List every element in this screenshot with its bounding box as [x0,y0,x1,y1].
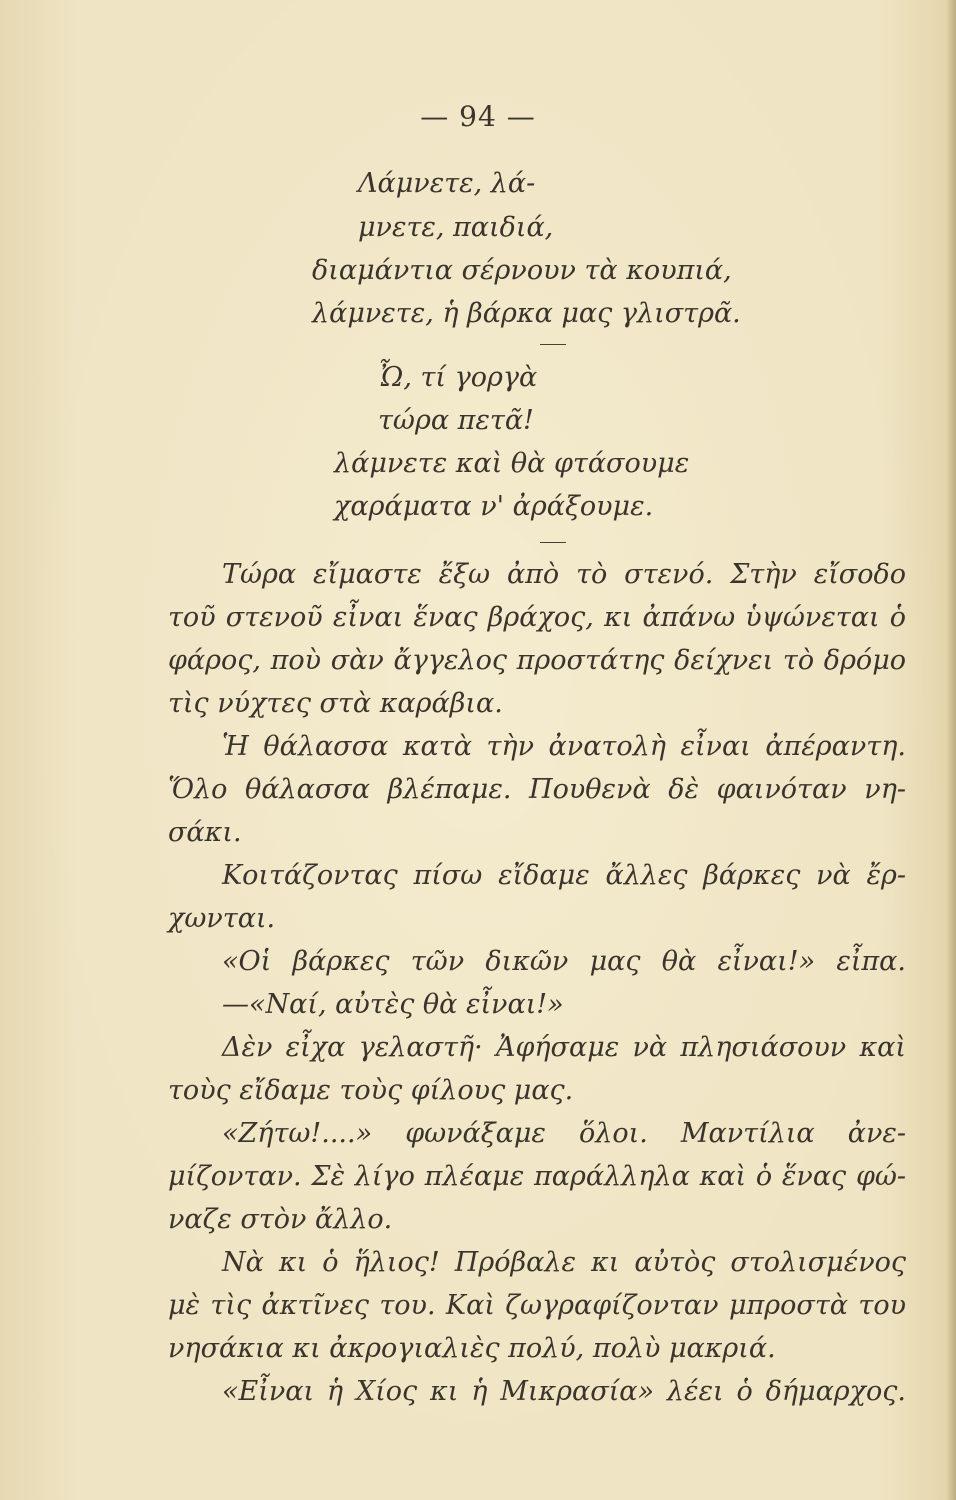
prose-line: «Ζήτω!....» φωνάξαμε ὅλοι. Μαντίλια ἀνε- [222,1118,906,1149]
prose-line: Ὅλο θάλασσα βλέπαμε. Πουθενὰ δὲ φαινόταν νη- [168,774,906,805]
verse-line: Ὦ, τί γοργὰ [378,362,538,393]
verse-line: μνετε, παιδιά, [358,212,554,243]
verse-line: χαράματα ν' ἀράξουμε. [334,491,654,522]
prose-line: ναζε στὸν ἄλλο. [168,1204,393,1235]
prose-line: Κοιτάζοντας πίσω εἴδαμε ἄλλες βάρκες νὰ ἔρ- [222,860,906,891]
verse-line: λάμνετε καὶ θὰ φτάσουμε [334,448,690,479]
prose-line: Νὰ κι ὁ ἥλιος! Πρόβαλε κι αὐτὸς στολισμένος [222,1247,906,1278]
prose-line: χωνται. [168,903,276,934]
verse-line: τώρα πετᾶ! [378,405,534,436]
prose-line: τὶς νύχτες στὰ καράβια. [168,688,503,719]
prose-line: τοῦ στενοῦ εἶναι ἕνας βράχος, κι ἀπάνω ὑψώνεται ὁ [168,602,906,633]
prose-line: τοὺς εἴδαμε τοὺς φίλους μας. [168,1075,574,1106]
page-number: — 94 — [420,100,536,133]
prose-line: νησάκια κι ἀκρογιαλιὲς πολύ, πολὺ μακριά. [168,1333,776,1364]
stanza-separator [540,344,566,345]
verse-line: διαμάντια σέρνουν τὰ κουπιά, [312,255,732,286]
prose-line: Τώρα εἴμαστε ἔξω ἀπὸ τὸ στενό. Στὴν εἴσοδο [222,559,906,590]
page-edge-shadow [946,0,956,1500]
verse-line: λάμνετε, ἡ βάρκα μας γλιστρᾶ. [312,298,741,329]
stanza-separator [540,542,566,543]
prose-line: «Εἶναι ἡ Χίος κι ἡ Μικρασία» λέει ὁ δήμαρχος. [222,1376,906,1407]
prose-line: μὲ τὶς ἀκτῖνες του. Καὶ ζωγραφίζονταν μπροστὰ του [168,1290,906,1321]
prose-line: φάρος, ποὺ σὰν ἄγγελος προστάτης δείχνει τὸ δρόμο [168,645,906,676]
prose-line: μίζονταν. Σὲ λίγο πλέαμε παράλληλα καὶ ὁ ἕνας φώ- [168,1161,906,1192]
prose-line: —«Ναί, αὐτὲς θὰ εἶναι!» [222,989,564,1020]
prose-line: Ἡ θάλασσα κατὰ τὴν ἀνατολὴ εἶναι ἀπέραντη. [222,731,906,762]
prose-line: σάκι. [168,817,242,848]
prose-line: «Οἱ βάρκες τῶν δικῶν μας θὰ εἶναι!» εἶπα. [222,946,906,977]
verse-line: Λάμνετε, λά- [358,168,536,199]
prose-line: Δὲν εἶχα γελαστῆ· Ἀφήσαμε νὰ πλησιάσουν καὶ [222,1032,906,1063]
